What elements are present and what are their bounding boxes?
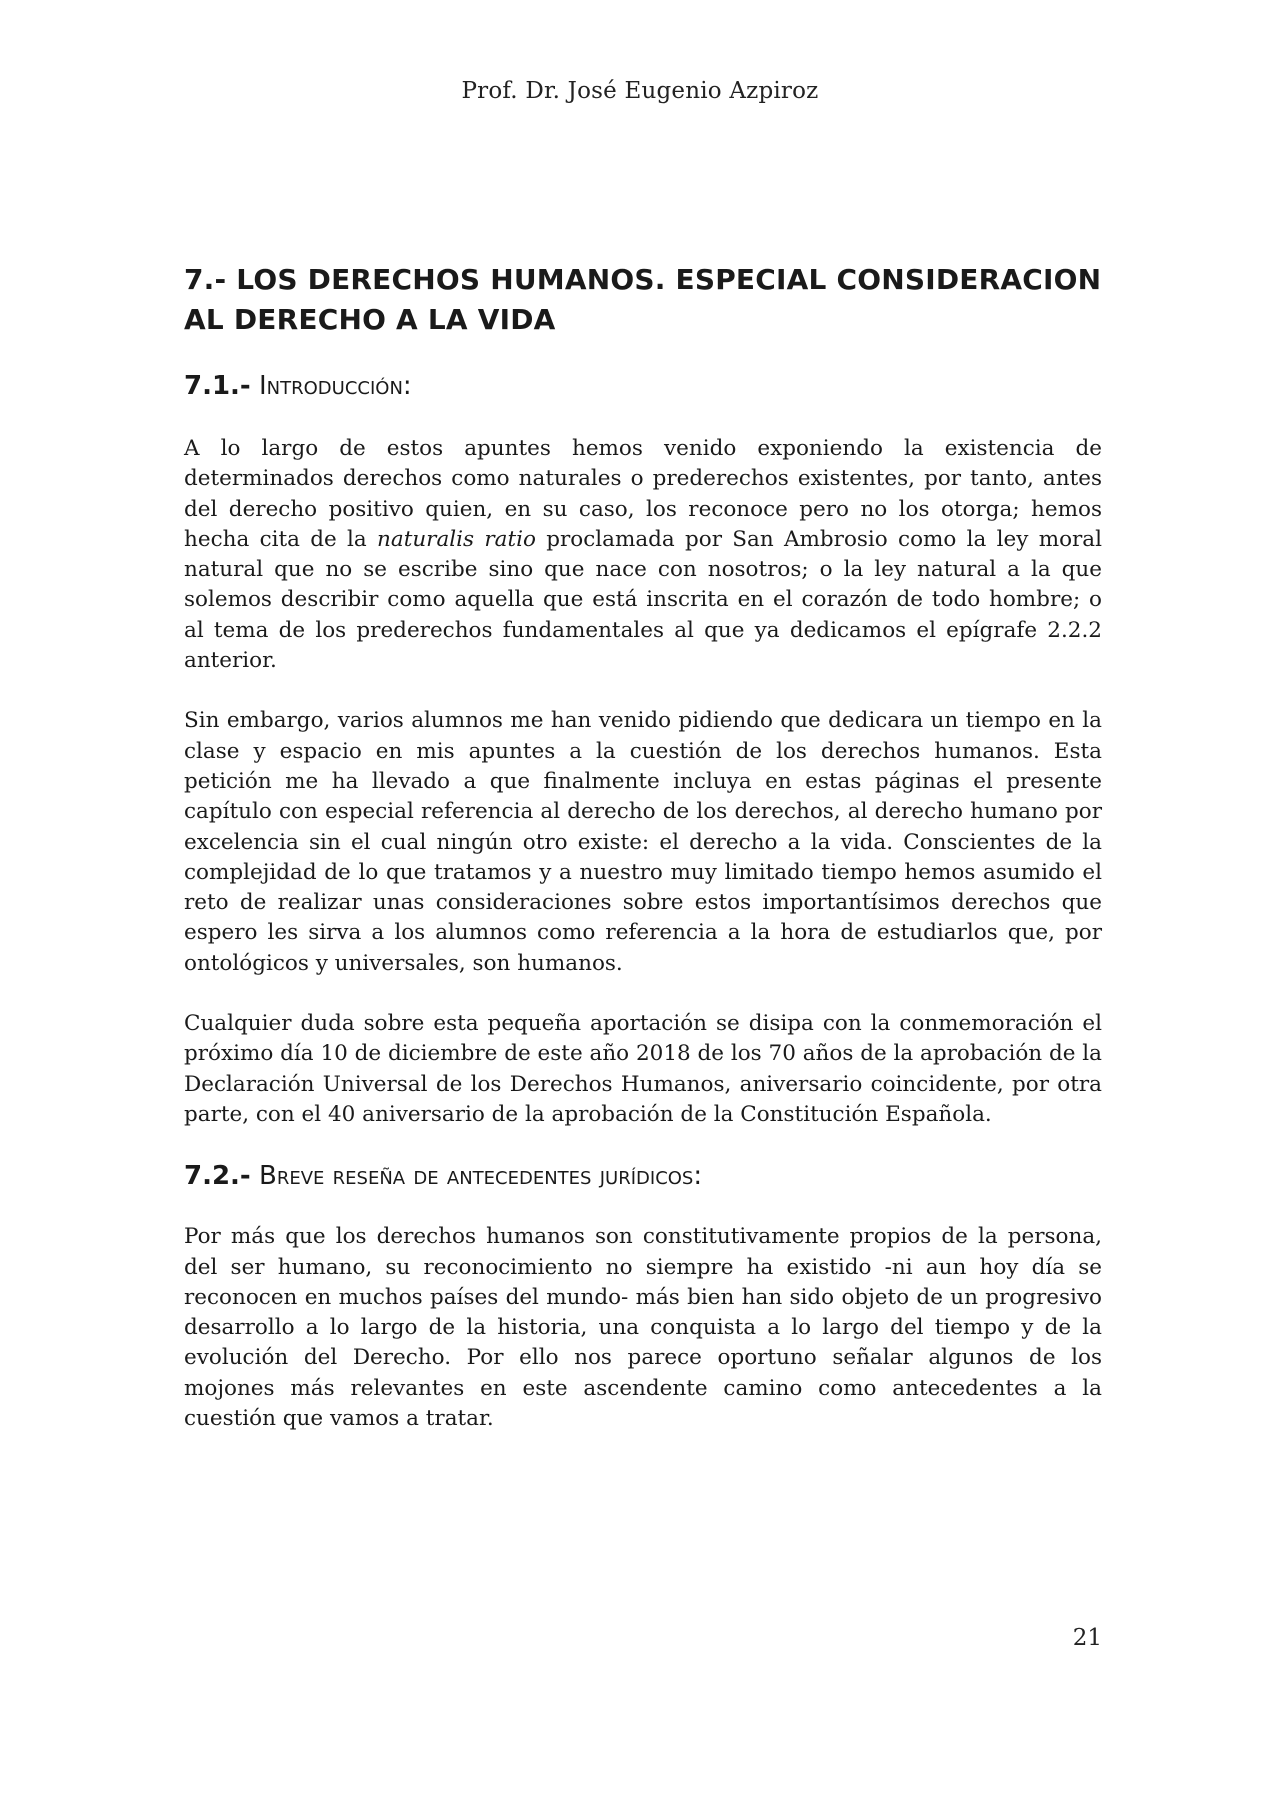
chapter-title-line-2: AL DERECHO A LA VIDA xyxy=(184,303,556,336)
section-heading-intro xyxy=(184,368,1102,404)
paragraph-text: A lo largo de estos apuntes hemos venido exponiendo la existencia de determinados derechos como naturales o prederechos existentes, por tanto, antes del derecho positivo quien, en su caso, los reconoce pero no los otorga; hemos hecha cita de la xyxy=(184,436,1102,552)
running-header: Prof. Dr. José Eugenio Azpiroz xyxy=(461,78,819,104)
section-number: 7.1.- xyxy=(184,371,251,401)
paragraph-antecedents-1: Por más que los derechos humanos son constitutivamente propios de la persona, del ser humano, su reconocimiento no siempre ha existido -ni aun hoy día se reconocen en muchos países del mundo- más bien han sido objeto de un progresivo desarrollo a lo largo de la historia, una conquista a lo largo del tiempo y de la evolución del Derecho. Por ello nos parece oportuno señalar algunos de los mojones más relevantes en este ascendente camino como antecedentes a la cuestión que vamos a tratar. xyxy=(184,1224,1102,1432)
section-number: 7.2.- xyxy=(184,1161,251,1192)
chapter-title xyxy=(184,260,1102,340)
section-title: Breve reseña de antecedentes jurídicos: xyxy=(259,1161,703,1192)
page-content xyxy=(184,260,1102,1434)
section-heading-antecedents xyxy=(184,1158,1102,1194)
paragraph-text: proclamada por San Ambrosio como la ley moral natural que no se escribe sino que nace con nosotros; o la ley natural a la que solemos describir como aquella que está inscrita en el corazón de todo hombre; o al tema de los prederechos fundamentales al que ya dedicamos el epígrafe 2.2.2 anterior. xyxy=(184,526,1102,674)
chapter-title-line-1: 7.- LOS DERECHOS HUMANOS. ESPECIAL CONSIDERACION xyxy=(184,263,1102,296)
section-title: Introducción: xyxy=(259,371,412,401)
page-number: 21 xyxy=(1072,1625,1102,1651)
paragraph-intro-3: Cualquier duda sobre esta pequeña aportación se disipa con la conmemoración el próximo día 10 de diciembre de este año 2018 de los 70 años de la aprobación de la Declaración Universal de los Derechos Humanos, aniversario coincidente, por otra parte, con el 40 aniversario de la aprobación de la Constitución Española. xyxy=(184,1011,1102,1127)
paragraph-intro-2: Sin embargo, varios alumnos me han venido pidiendo que dedicara un tiempo en la clase y espacio en mis apuntes a la cuestión de los derechos humanos. Esta petición me ha llevado a que finalmente incluya en estas páginas el presente capítulo con especial referencia al derecho de los derechos, al derecho humano por excelencia sin el cual ningún otro existe: el derecho a la vida. Conscientes de la complejidad de lo que tratamos y a nuestro muy limitado tiempo hemos asumido el reto de realizar unas consideraciones sobre estos importantísimos derechos que espero les sirva a los alumnos como referencia a la hora de estudiarlos que, por ontológicos y universales, son humanos. xyxy=(184,708,1102,976)
paragraph-intro-1 xyxy=(184,434,1102,676)
italic-term: naturalis ratio xyxy=(377,526,536,552)
